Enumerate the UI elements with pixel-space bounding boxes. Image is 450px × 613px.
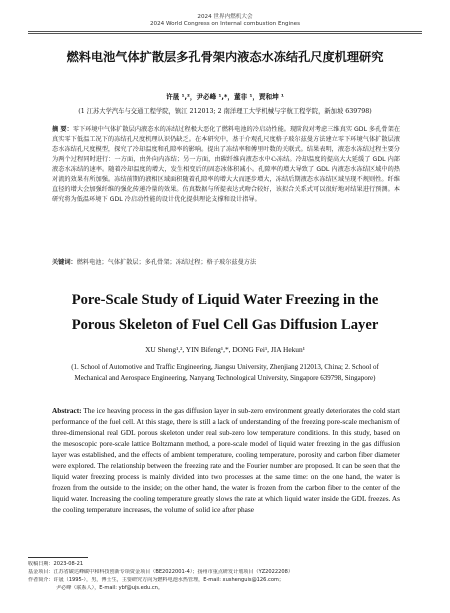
chinese-keywords-label: 关键词： (52, 259, 77, 266)
header-conference-en: 2024 World Congress on Internal combustion Engines (149, 21, 301, 27)
english-affiliation: (1. School of Automotive and Traffic Engineering, Jiangsu University, Zhenjiang 212013, China; 2. School of Mechanical and Aerospace Engineering, Nanyang Technological University, Singapore 639798, Singapore) (71, 363, 379, 382)
footnote-received: 收稿日期：2023-08-21 (28, 561, 84, 567)
english-abstract (52, 405, 400, 515)
english-title-line2: Porous Skeleton of Fuel Cell Gas Diffusion Layer (71, 317, 379, 333)
footnote-rule (28, 557, 88, 558)
chinese-affiliation: (1 江苏大学汽车与交通工程学院，镇江 212013; 2 南洋理工大学机械与宇航工程学院，新加坡 639798) (78, 108, 372, 115)
footnote-author-intro: 作者简介：许晟（1995-），男，博士生，主要研究方向为燃料电池水热管理，E-mail: xushenguis@126.com； (28, 577, 284, 583)
chinese-title: 燃料电池气体扩散层多孔骨架内液态水冻结孔尺度机理研究 (66, 50, 384, 64)
english-abstract-text: The ice heaving process in the gas diffusion layer in sub-zero environment greatly deteriorates the cold start performance of the fuel cell. At this stage, there is still a lack of understanding of the freezing pore-scale mechanism of three-dimensional real GDL porous skeleton under real sub-zero low temperature conditions. In this study, based on the mesoscopic pore-scale lattice Boltzmann method, a pore-scale model of liquid water freezing in the gas diffusion layer was established, and the effects of ambient temperature, cooling temperature, porosity and carbon fiber diameter were explored. The relationship between the freezing rate and the Fourier number are proposed. It can be seen that the liquid water freezing process is mainly divided into two processes at the same time: on the one hand, the water is frozen from the outside to the inside; on the other hand, the water is frozen from the carbon fiber to the center of the liquid water. Increasing the cooling temperature greatly slows the rate at which liquid water inside the GDL freezes. As the cooling temperature increases, the volume of solid ice after phase (52, 406, 400, 514)
english-title-line1: Pore-Scale Study of Liquid Water Freezing in the (71, 292, 379, 308)
footnote-contact: 尹必峰（联系人），E-mail: ybf@ujs.edu.cn。 (56, 585, 163, 591)
english-abstract-label: Abstract: (52, 406, 82, 415)
header-conference-cn: 2024 世界内燃机大会 (197, 14, 253, 20)
chinese-abstract-label: 摘 要： (52, 126, 73, 133)
footnote-funding: 基金项目：江苏省碳达峰碳中和科技创新专项资金项目（BE2022001-4）；扬州市重点研发计划项目（YZ2022208） (28, 569, 293, 575)
chinese-keywords (52, 258, 400, 268)
header-rule-top (28, 31, 422, 32)
chinese-authors: 许晟 ¹,²，尹必峰 ¹,*，董非 ¹，贾和坤 ¹ (166, 93, 284, 101)
chinese-keywords-text: 燃料电池；气体扩散层；多孔骨架；冻结过程；格子玻尔兹曼方法 (76, 259, 257, 266)
header-rule-bottom (28, 33, 422, 34)
english-authors: XU Sheng¹,², YIN Bifeng¹,*, DONG Fei¹, JIA Hekun¹ (145, 345, 305, 354)
chinese-abstract (52, 125, 400, 205)
chinese-abstract-text: 零下环境中气体扩散层内液态水的冻结过程极大恶化了燃料电池的冷启动性能。现阶段对考虑三维真实 GDL 多孔骨架在真实零下低温工况下的冻结孔尺度机理认识仍缺乏。在本研究中，基于介观孔尺度格子玻尔兹曼方法建立零下环境气体扩散层液态水冻结孔尺度模型，探究了冷却温度和孔隙率的影响。提出了冻结率和傅里叶数的关联式。结果表明，液态水冻结过程主要分为两个过程同时进行：一方面，由外向内冻结；另一方面，由碳纤维向液态水中心冻结。冷却温度的提高大大延缓了 GDL 内部液态水冻结的速率。随着冷却温度的增大，发生相变后的固态冰体积减小。孔隙率的增大导致了 GDL 内液态水冻结区域中的热对流的效果有所加强。冻结前期的液相区域面积随着孔隙率的增大大而逐步增大，冻结后期液态水冻结区域呈现不规则性。纤维直径的增大会加强纤维的强化传递冷量的效果。仿真数据与所提表达式吻合较好，该拟合关系式可以很好地对结果进行预测。本研究将为低温环境下 GDL 冷启动性能的设计优化提供理论支撑和设计指导。 (52, 126, 401, 203)
